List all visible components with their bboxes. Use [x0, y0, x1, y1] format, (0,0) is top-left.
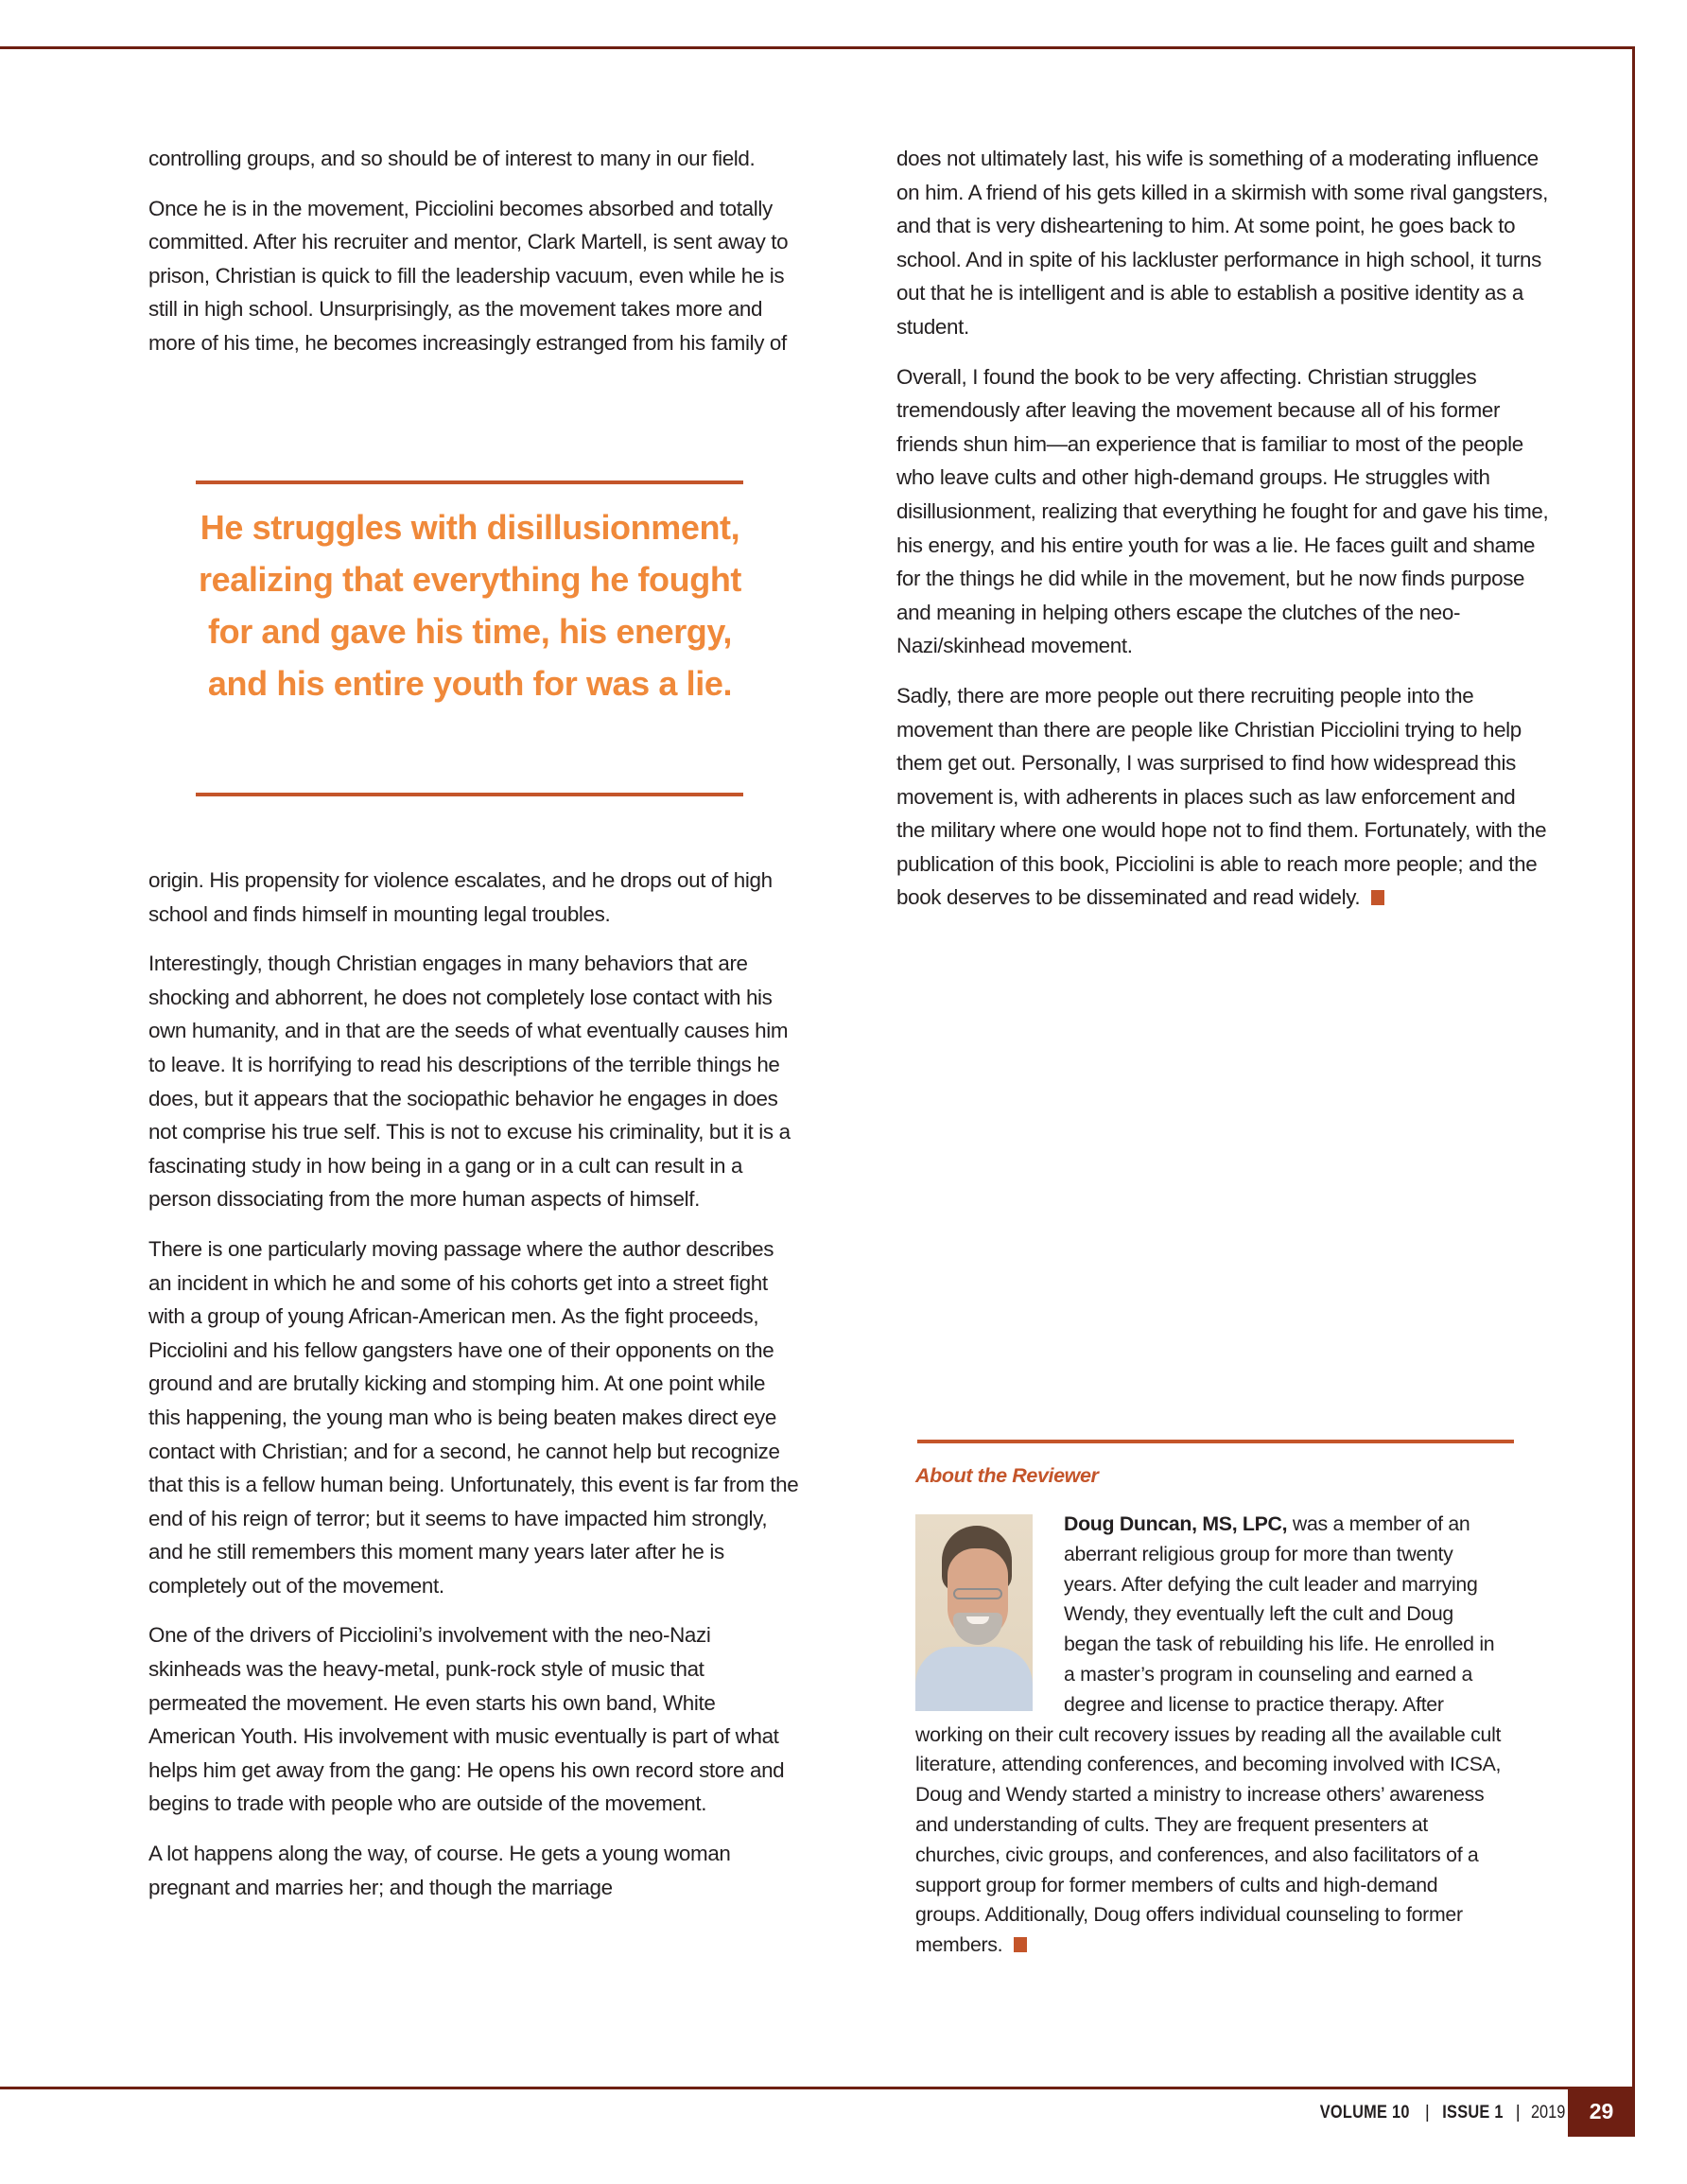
- reviewer-bio: was a member of an aberrant religious group for more than twenty years. After defying the cult leader and marrying Wendy, they eventually left the cult and Doug began the task of rebuilding his life. He enrolled in a master’s program in counseling and earned a degree and license to practice therapy. After working on their cult recovery issues by reading all the available cult literature, attending conferences, and becoming involved with ICSA, Doug and Wendy started a ministry to increase others’ awareness and understanding of cults. They are frequent presenters at churches, civic groups, and conferences, and also facilitators of a support group for former members of cults and high-demand groups. Additionally, Doug offers individual counseling to former members.: [915, 1512, 1502, 1957]
- reviewer-section-rule: [917, 1440, 1514, 1443]
- page-frame-right-border: [1632, 46, 1635, 2089]
- footer-separator: |: [1515, 2103, 1521, 2123]
- page-frame-top-border: [0, 46, 1635, 49]
- right-column: [896, 142, 1549, 931]
- body-paragraph-text: Sadly, there are more people out there recruiting people into the movement than there are people like Christian Picciolini trying to help them get out. Personally, I was surprised to find how widespread this movement is, with adherents in places such as law enforcement and the military where one would hope not to find them. Fortunately, with the publication of this book, Picciolini is able to reach more people; and the book deserves to be disseminated and read widely.: [896, 683, 1547, 910]
- page-frame-bottom-border: [0, 2087, 1635, 2089]
- footer-separator: |: [1424, 2103, 1430, 2123]
- footer-volume: VOLUME 10: [1320, 2103, 1411, 2123]
- body-paragraph: A lot happens along the way, of course. He gets a young woman pregnant and marries her; and though the marriage: [148, 1842, 731, 1899]
- footer-year: 2019: [1530, 2103, 1566, 2123]
- page-number: 29: [1568, 2087, 1635, 2137]
- pull-quote-top-rule: [196, 480, 743, 484]
- reviewer-heading: About the Reviewer: [915, 1464, 1099, 1487]
- issue-footer: [1313, 2094, 1568, 2132]
- body-paragraph: controlling groups, and so should be of interest to many in our field.: [148, 147, 756, 170]
- reviewer-name: Doug Duncan, MS, LPC,: [1064, 1512, 1288, 1535]
- end-of-bio-square-icon: [1014, 1937, 1027, 1952]
- body-paragraph: Interestingly, though Christian engages in many behaviors that are shocking and abhorrent, he does not completely lose contact with his own humanity, and in that are the seeds of what eventually causes him to leave. It is horrifying to read his descriptions of the terrible things he does, but it appears that the sociopathic behavior he engages in does not comprise his true self. This is not to excuse his criminality, but it is a fascinating study in how being in a gang or in a cult can result in a person dissociating from the more human aspects of himself.: [148, 952, 791, 1212]
- left-column-top: [148, 142, 791, 376]
- left-column-bottom: [148, 864, 801, 1920]
- pull-quote: He struggles with disillusionment, realizing that everything he fought for and gave his time, his energy, and his entire youth for was a lie.: [198, 508, 742, 703]
- end-of-article-square-icon: [1371, 890, 1384, 905]
- body-paragraph: Once he is in the movement, Picciolini becomes absorbed and totally committed. After his recruiter and mentor, Clark Martell, is sent away to prison, Christian is quick to fill the leadership vacuum, even while he is still in high school. Unsurprisingly, as the movement takes more and more of his time, he becomes increasingly estranged from his family of: [148, 196, 789, 355]
- footer-issue: ISSUE 1: [1442, 2103, 1504, 2123]
- body-paragraph: origin. His propensity for violence escalates, and he drops out of high school and finds himself in mounting legal troubles.: [148, 868, 773, 926]
- body-paragraph: does not ultimately last, his wife is something of a moderating influence on him. A friend of his gets killed in a skirmish with some rival gangsters, and that is very disheartening to him. At some point, he goes back to school. And in spite of his lackluster performance in high school, it turns out that he is intelligent and is able to establish a positive identity as a student.: [896, 147, 1548, 339]
- body-paragraph-last: [896, 679, 1549, 915]
- reviewer-photo: [915, 1514, 1033, 1711]
- body-paragraph: One of the drivers of Picciolini’s involvement with the neo-Nazi skinheads was the heavy-metal, punk-rock style of music that permeated the movement. He even starts his own band, White American Youth. His involvement with music eventually is part of what helps him get away from the gang: He opens his own record store and begins to trade with people who are outside of the movement.: [148, 1623, 785, 1816]
- reviewer-bio-box: [915, 1510, 1502, 1961]
- body-paragraph: There is one particularly moving passage where the author describes an incident in which he and some of his cohorts get into a street fight with a group of young African-American men. As the fight proceeds, Picciolini and his fellow gangsters have one of their opponents on the ground and are brutally kicking and stomping him. At one point while this happening, the young man who is being beaten makes direct eye contact with Christian; and for a second, he cannot help but recognize that this is a fellow human being. Unfortunately, this event is far from the end of his reign of terror; but it seems to have impacted him strongly, and he still remembers this moment many years later after he is completely out of the movement.: [148, 1236, 799, 1598]
- body-paragraph: Overall, I found the book to be very affecting. Christian struggles tremendously after leaving the movement because all of his former friends shun him—an experience that is familiar to most of the people who leave cults and other high-demand groups. He struggles with disillusionment, realizing that everything he fought for and gave his time, his energy, and his entire youth for was a lie. He faces guilt and shame for the things he did while in the movement, but he now finds purpose and meaning in helping others escape the clutches of the neo-Nazi/skinhead movement.: [896, 364, 1549, 658]
- pull-quote-bottom-rule: [196, 793, 743, 796]
